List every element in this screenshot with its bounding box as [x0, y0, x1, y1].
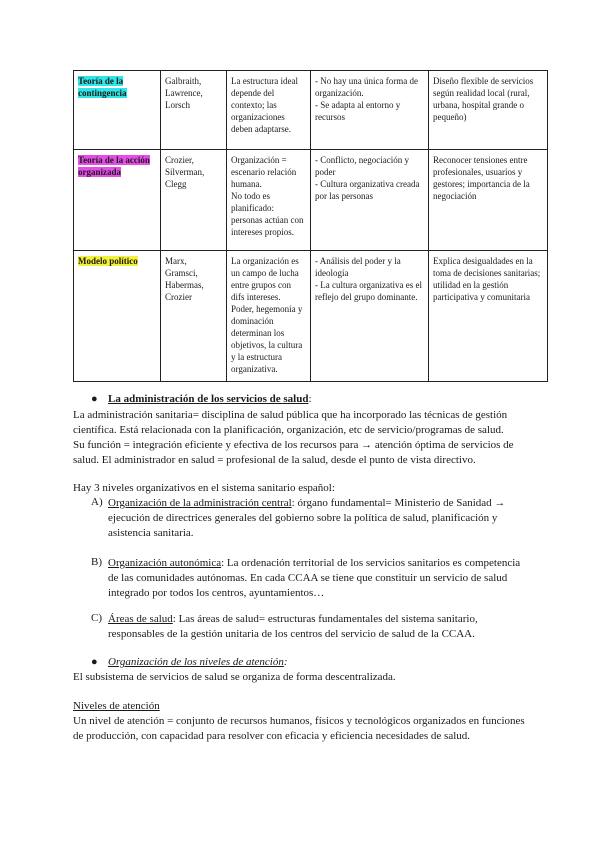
list-item [108, 556, 528, 601]
list-item-term: Organización autonómica [108, 557, 222, 569]
list-item-text: : La ordenación territorial de los servicios sanitarios es competencia de las comunidades autónomas. En cada CCAA se tiene que constituir un servicio de salud integrado por todos los centros, ayuntamientos… [108, 557, 521, 599]
heading-suffix: : [308, 393, 312, 405]
bullet-icon: ● [91, 656, 98, 668]
authors-cell: Marx, Gramsci, Habermas, Crozier [161, 251, 227, 382]
theory-cell [74, 71, 161, 150]
heading-text: Organización de los niveles de atención [108, 656, 284, 668]
paragraph: La administración sanitaria= disciplina de salud pública que ha incorporado las técnicas de gestión científica. Está relacionada con la planificación, organización, etc de servicio/programas de salud. [73, 409, 508, 436]
theory-name: Teoría de la acción organizada [78, 155, 150, 177]
list-item [108, 612, 528, 642]
bullet-icon: ● [91, 393, 98, 405]
heading-suffix: : [283, 656, 288, 668]
description-cell: La organización es un campo de lucha entre grupos con difs intereses. Poder, hegemonía y dominación determinan los objetivos, la cultura y la estructura organizativa. [227, 251, 311, 382]
authors-cell: Galbraith, Lawrence, Lorsch [161, 71, 227, 150]
application-cell: Explica desigualdades en la toma de decisiones sanitarias; utilidad en la gestión participativa y comunitaria [429, 251, 548, 382]
application-cell: Reconocer tensiones entre profesionales, usuarios y gestores; importancia de la negociación [429, 150, 548, 251]
description-cell: Organización = escenario relación humana. No todo es planificado: personas actúan con intereses propios. [227, 150, 311, 251]
list-letter: B) [91, 556, 102, 568]
section-heading [108, 392, 568, 407]
features-cell: - Conflicto, negociación y poder - Cultura organizativa creada por las personas [311, 150, 429, 251]
section-heading [108, 655, 568, 670]
list-item [108, 496, 528, 541]
list-item-text: : órgano fundamental= Ministerio de Sanidad → ejecución de directrices generales del gobierno sobre la política de salud, planificación y asistencia sanitaria. [108, 497, 506, 539]
application-cell: Diseño flexible de servicios según realidad local (rural, urbana, hospital grande o pequeño) [429, 71, 548, 150]
paragraph: Hay 3 niveles organizativos en el sistema sanitario español: [73, 482, 335, 494]
list-letter: A) [91, 496, 103, 508]
list-item-term: Áreas de salud [108, 613, 173, 625]
features-cell: - Análisis del poder y la ideología - La cultura organizativa es el reflejo del grupo dominante. [311, 251, 429, 382]
theory-name: Teoría de la contingencia [78, 76, 127, 98]
theory-name: Modelo político [78, 256, 138, 266]
table-row [74, 251, 548, 382]
table-row [74, 71, 548, 150]
authors-cell: Crozier, Silverman, Clegg [161, 150, 227, 251]
features-cell: - No hay una única forma de organización. - Se adapta al entorno y recursos [311, 71, 429, 150]
list-item-text: : Las áreas de salud= estructuras fundamentales del sistema sanitario, responsables de la gestión unitaria de los centros del servicio de salud de la CCAA. [108, 613, 478, 640]
theory-cell [74, 150, 161, 251]
list-letter: C) [91, 612, 102, 624]
list-item-term: Organización de la administración central [108, 497, 292, 509]
section-heading: Niveles de atención [73, 700, 160, 712]
theory-cell [74, 251, 161, 382]
description-cell: La estructura ideal depende del contexto; las organizaciones deben adaptarse. [227, 71, 311, 150]
paragraph: El subsistema de servicios de salud se organiza de forma descentralizada. [73, 671, 396, 683]
table-row [74, 150, 548, 251]
paragraph: Un nivel de atención = conjunto de recursos humanos, físicos y tecnológicos organizados en funciones de producción, con capacidad para resolver con eficacia y eficiencia necesidades de salud. [73, 715, 525, 742]
heading-text: La administración de los servicios de salud [108, 393, 309, 405]
theories-table [73, 70, 548, 382]
paragraph: Su función = integración eficiente y efectiva de los recursos para → atención óptima de servicios de salud. El administrador en salud = profesional de la salud, desde el punto de vista directivo. [73, 439, 514, 466]
